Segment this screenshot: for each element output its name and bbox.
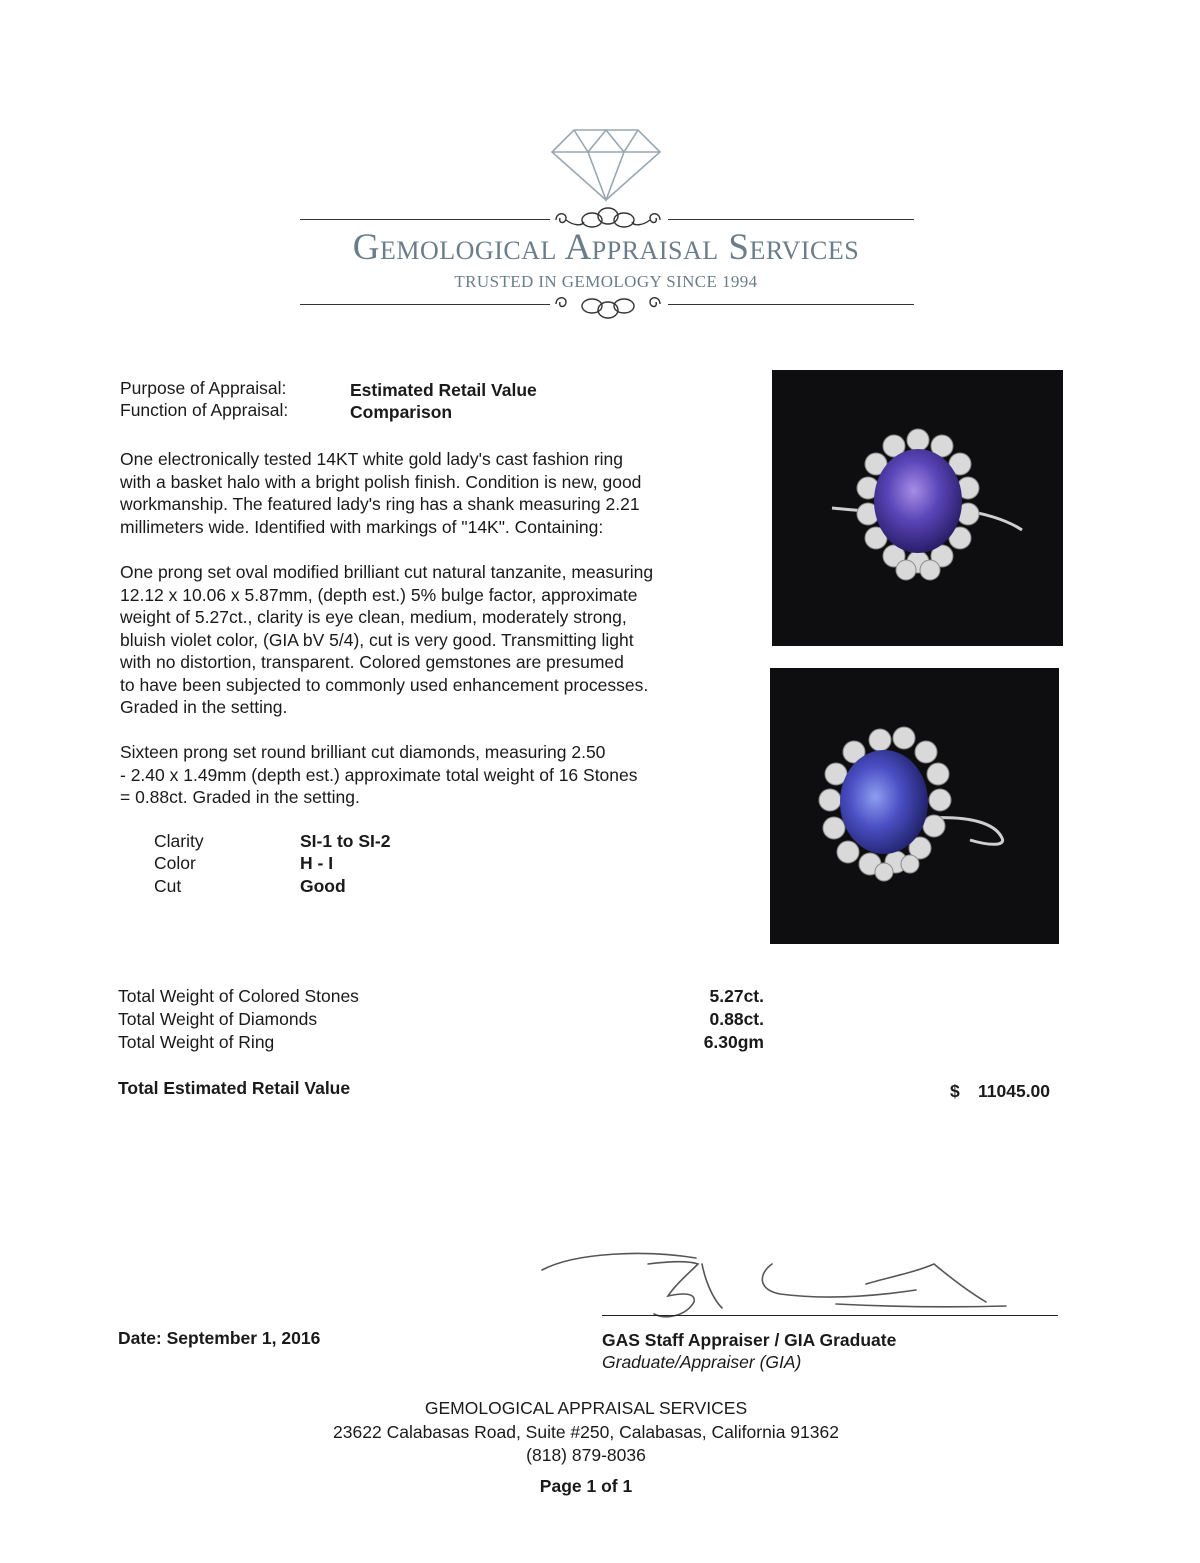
ring-description [120, 448, 641, 538]
weight-label: Total Weight of Ring [118, 1032, 275, 1052]
footer-phone: (818) 879-8036 [526, 1445, 646, 1465]
company-name: Gemological Appraisal Services [352, 227, 860, 268]
tanzanite-description-line: bluish violet color, (GIA bV 5/4), cut is very good. Transmitting light [120, 629, 634, 650]
appraiser-title: GAS Staff Appraiser / GIA Graduate [602, 1330, 897, 1350]
diamonds-description-line: - 2.40 x 1.49mm (depth est.) approximate total weight of 16 Stones [120, 764, 638, 785]
tanzanite-description-line: One prong set oval modified brilliant cut natural tanzanite, measuring [120, 562, 654, 582]
weight-row-diamonds [118, 1009, 778, 1032]
total-currency: $ [950, 1081, 960, 1101]
weight-label: Total Weight of Colored Stones [118, 986, 359, 1006]
weight-row-colored-stones [118, 986, 778, 1009]
flourish-bottom-icon [548, 288, 668, 324]
grade-label: Clarity [154, 831, 204, 851]
tanzanite-description-line: Graded in the setting. [120, 697, 288, 717]
grade-row-color [154, 853, 454, 876]
grade-label: Cut [154, 876, 182, 896]
letterhead-rule-right-bottom [668, 304, 914, 305]
tanzanite-description-line: to have been subjected to commonly used enhancement processes. [120, 674, 649, 695]
tanzanite-description [120, 561, 653, 719]
company-tagline: TRUSTED IN GEMOLOGY SINCE 1994 [454, 272, 758, 291]
footer-address: 23622 Calabasas Road, Suite #250, Calabasas, California 91362 [333, 1422, 839, 1442]
function-label: Function of Appraisal: [120, 400, 289, 420]
grade-row-clarity [154, 831, 454, 854]
total-amount: 11045.00 [978, 1081, 1051, 1101]
ring-photo-top [772, 370, 1063, 646]
purpose-label: Purpose of Appraisal: [120, 378, 287, 398]
letterhead-rule-right [668, 219, 914, 220]
purpose-value: Estimated Retail Value [350, 380, 537, 400]
diamond-logo-icon [548, 124, 664, 202]
ring-photo-bottom [770, 668, 1059, 944]
tanzanite-description-line: 12.12 x 10.06 x 5.87mm, (depth est.) 5% bulge factor, approximate [120, 584, 638, 605]
weight-value: 0.88ct. [709, 1009, 764, 1029]
footer-company: GEMOLOGICAL APPRAISAL SERVICES [424, 1398, 748, 1418]
ring-description-line: workmanship. The featured lady's ring has a shank measuring 2.21 [120, 494, 640, 514]
appraiser-subtitle: Graduate/Appraiser (GIA) [602, 1352, 802, 1372]
grade-row-cut [154, 876, 454, 899]
weight-row-ring [118, 1032, 778, 1055]
grade-label: Color [154, 853, 196, 873]
total-value-label: Total Estimated Retail Value [118, 1078, 351, 1098]
grade-value: Good [300, 876, 346, 896]
ring-description-line: millimeters wide. Identified with markings of "14K". Containing: [120, 516, 604, 537]
weight-label: Total Weight of Diamonds [118, 1009, 318, 1029]
grade-value: SI-1 to SI-2 [300, 831, 391, 851]
diamonds-description-line: = 0.88ct. Graded in the setting. [120, 787, 360, 807]
diamonds-description [120, 741, 638, 809]
letterhead-rule-left [300, 219, 550, 220]
diamonds-description-line: Sixteen prong set round brilliant cut diamonds, measuring 2.50 [120, 742, 606, 762]
function-value: Comparison [350, 402, 453, 422]
handwritten-signature [536, 1244, 1016, 1324]
page-number: Page 1 of 1 [539, 1476, 633, 1496]
appraisal-date: Date: September 1, 2016 [118, 1328, 321, 1348]
tanzanite-description-line: with no distortion, transparent. Colored gemstones are presumed [120, 652, 624, 672]
ring-description-line: One electronically tested 14KT white gold lady's cast fashion ring [120, 449, 624, 469]
weight-value: 5.27ct. [709, 986, 764, 1006]
signature-line [602, 1315, 1058, 1316]
grade-value: H - I [300, 853, 334, 873]
letterhead-rule-left-bottom [300, 304, 550, 305]
ring-description-line: with a basket halo with a bright polish finish. Condition is new, good [120, 471, 642, 492]
weight-value: 6.30gm [703, 1032, 764, 1052]
tanzanite-description-line: weight of 5.27ct., clarity is eye clean, medium, moderately strong, [120, 607, 627, 627]
